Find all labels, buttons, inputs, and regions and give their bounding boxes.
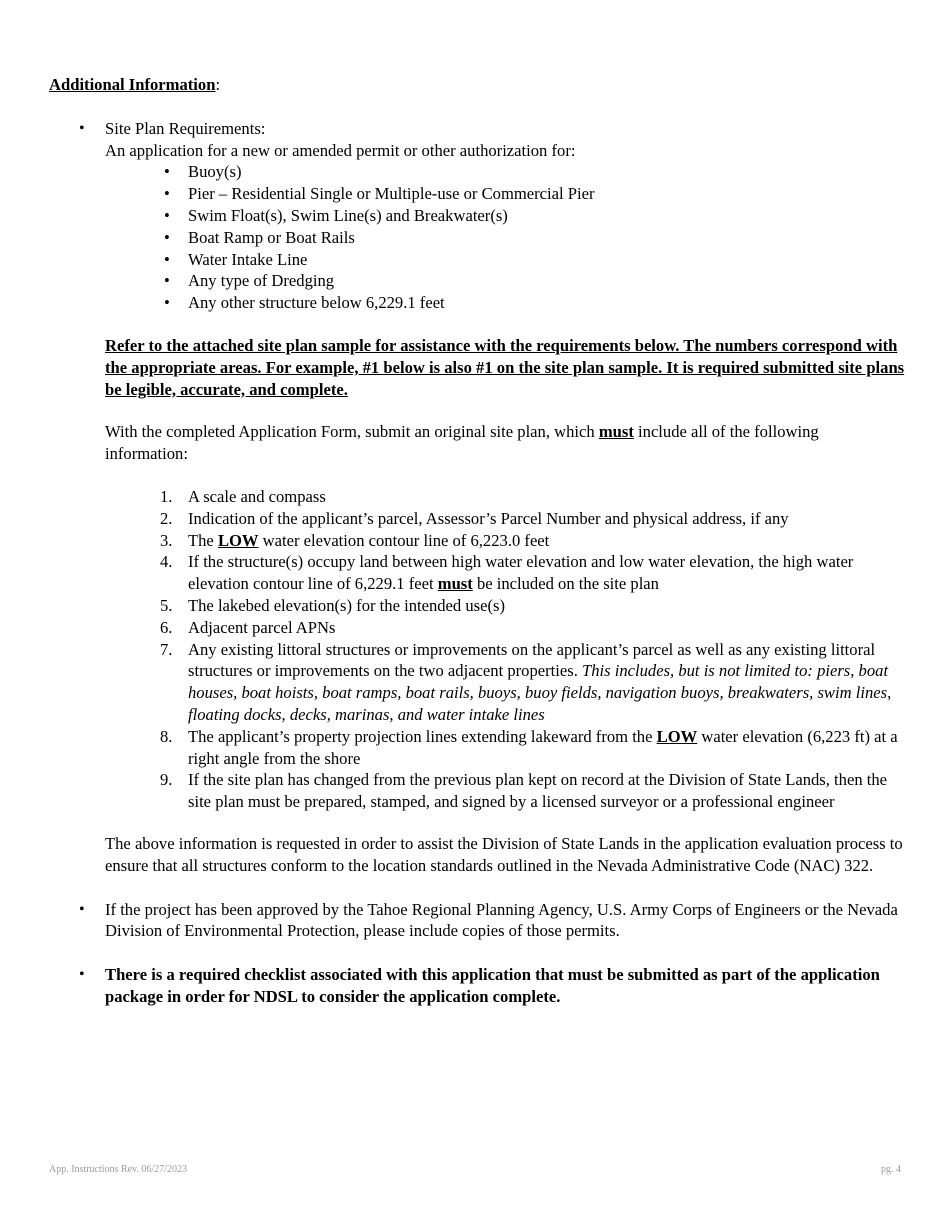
site-plan-notice: Refer to the attached site plan sample for assistance with the requirements below. The numbers correspond with the appropriate areas. For example, #1 below is also #1 on the site plan sample. It is required submitted site plans be legible, accurate, and complete. <box>105 335 905 399</box>
bullet-icon: • <box>79 966 85 984</box>
item-number: 4. <box>160 552 173 572</box>
requirement-text: Any existing littoral structures or improvements on the applicant’s parcel as well as any existing littoral structures or improvements on the two adjacent properties. <box>188 639 876 681</box>
closing-paragraph: The above information is requested in order to assist the Division of State Lands in the application evaluation process to ensure that all structures conform to the location standards outlined in the Nevada Administrative Code (NAC) 322. <box>105 833 903 875</box>
list-item-text: Water Intake Line <box>188 249 308 269</box>
requirement-text: A scale and compass <box>188 486 326 506</box>
bullet-icon: • <box>164 271 170 291</box>
list-item <box>164 205 905 227</box>
section-heading <box>49 74 905 96</box>
checklist-section <box>79 964 905 1008</box>
requirement-text: Indication of the applicant’s parcel, Assessor’s Parcel Number and physical address, if any <box>188 508 789 528</box>
approval-note: If the project has been approved by the Tahoe Regional Planning Agency, U.S. Army Corps of Engineers or the Nevada Division of Environmental Protection, please include copies of those permits. <box>105 899 898 941</box>
list-item <box>164 161 905 183</box>
requirement-italic-note: This includes, but is not limited to: piers, boat houses, boat hoists, boat ramps, boat rails, buoys, buoy fields, navigation buoys, breakwaters, swim lines, floating docks, decks, marinas, and water intake lines <box>188 661 892 724</box>
list-item <box>164 292 905 314</box>
list-item-text: Boat Ramp or Boat Rails <box>188 227 355 247</box>
must-emphasis: must <box>598 422 634 442</box>
item-number: 9. <box>160 770 173 790</box>
site-plan-intro: An application for a new or amended permit or other authorization for: <box>105 140 576 160</box>
requirement-text-end: water elevation (6,223 ft) at a right angle from the shore <box>188 726 898 768</box>
requirement-text: Adjacent parcel APNs <box>188 617 336 637</box>
requirement-text: The lakebed elevation(s) for the intended use(s) <box>188 595 505 615</box>
list-item <box>164 227 905 249</box>
structure-list <box>164 161 905 314</box>
must-emphasis: must <box>437 574 473 594</box>
submit-text: With the completed Application Form, submit an original site plan, which <box>105 422 599 442</box>
requirement-item <box>160 530 905 552</box>
approval-section <box>79 899 905 943</box>
list-item <box>164 249 905 271</box>
item-number: 7. <box>160 639 173 659</box>
low-emphasis: LOW <box>217 530 259 550</box>
list-item-text: Pier – Residential Single or Multiple-use or Commercial Pier <box>188 184 595 204</box>
requirement-item <box>160 486 905 508</box>
heading-colon: : <box>215 75 221 94</box>
site-plan-section <box>79 118 905 877</box>
bullet-icon: • <box>79 119 85 137</box>
checklist-note: There is a required checklist associated with this application that must be submitted as part of the application package in order for NDSL to consider the application complete. <box>105 965 880 1006</box>
requirement-text: The applicant’s property projection lines extending lakeward from the <box>188 726 657 746</box>
submit-text-end: include all of the following information: <box>105 422 819 464</box>
requirement-text: If the site plan has changed from the previous plan kept on record at the Division of State Lands, then the site plan must be prepared, stamped, and signed by a licensed surveyor or a professional engineer <box>188 770 888 812</box>
bullet-icon: • <box>79 900 85 918</box>
requirements-list <box>160 486 905 813</box>
requirement-text-end: be included on the site plan <box>472 574 659 594</box>
requirement-item <box>160 551 905 595</box>
list-item-text: Buoy(s) <box>188 162 242 182</box>
bullet-icon: • <box>164 293 170 313</box>
requirement-item <box>160 769 905 813</box>
requirement-item <box>160 508 905 530</box>
submit-instructions <box>105 421 905 465</box>
item-number: 8. <box>160 726 173 746</box>
requirement-text: The <box>188 530 218 550</box>
requirement-item <box>160 617 905 639</box>
list-item <box>164 270 905 292</box>
item-number: 1. <box>160 486 173 506</box>
item-number: 2. <box>160 508 173 528</box>
requirement-text-end: water elevation contour line of 6,223.0 feet <box>258 530 550 550</box>
item-number: 6. <box>160 617 173 637</box>
low-emphasis: LOW <box>656 726 698 746</box>
list-item-text: Any type of Dredging <box>188 271 335 291</box>
document-page <box>49 74 905 1008</box>
item-number: 3. <box>160 530 173 550</box>
list-item <box>164 183 905 205</box>
footer-page-number: pg. 4 <box>881 1164 901 1175</box>
item-number: 5. <box>160 595 173 615</box>
requirement-text: If the structure(s) occupy land between high water elevation and low water elevation, the high water elevation contour line of 6,229.1 feet <box>188 552 854 594</box>
bullet-icon: • <box>164 184 170 204</box>
bullet-icon: • <box>164 227 170 247</box>
heading-title: Additional Information <box>49 75 216 94</box>
requirement-item <box>160 639 905 726</box>
footer-revision: App. Instructions Rev. 06/27/2023 <box>49 1164 187 1175</box>
requirement-item <box>160 595 905 617</box>
site-plan-title: Site Plan Requirements: <box>105 118 266 138</box>
bullet-icon: • <box>164 249 170 269</box>
list-item-text: Swim Float(s), Swim Line(s) and Breakwater(s) <box>188 205 508 225</box>
bullet-icon: • <box>164 162 170 182</box>
requirement-item <box>160 726 905 770</box>
list-item-text: Any other structure below 6,229.1 feet <box>188 293 445 313</box>
bullet-icon: • <box>164 205 170 225</box>
